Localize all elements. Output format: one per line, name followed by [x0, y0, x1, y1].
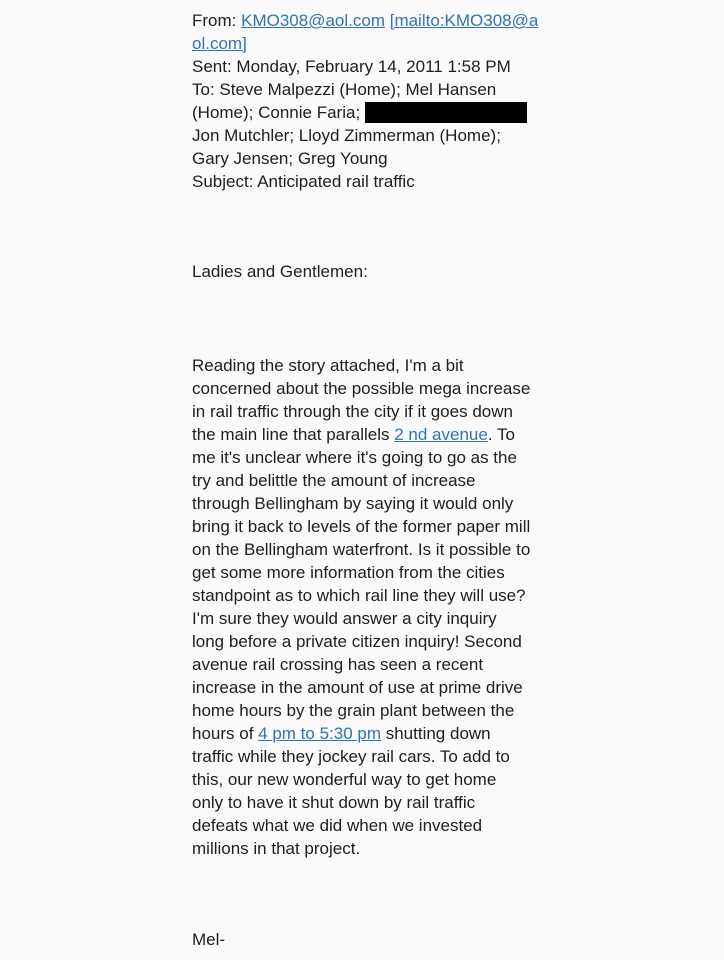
salutation: Ladies and Gentlemen:	[192, 262, 368, 281]
header-line	[192, 124, 552, 147]
body-line	[192, 354, 552, 377]
body-line	[192, 423, 552, 446]
text-run: increase in the amount of use at prime drive	[192, 678, 523, 697]
body-line	[192, 630, 552, 653]
header-line	[192, 170, 552, 193]
text-run: hours of	[192, 724, 259, 743]
header-line	[192, 32, 552, 55]
header-line	[192, 78, 552, 101]
body-line	[192, 745, 552, 768]
text-run: this, our new wonderful way to get home	[192, 770, 497, 789]
text-run: try and belittle the amount of increase	[192, 471, 476, 490]
redaction-bar	[365, 102, 527, 123]
time-range-link[interactable]: 4 pm to 5:30 pm	[258, 724, 381, 743]
text-run: long before a private citizen inquiry! Second	[192, 632, 522, 651]
text-run: To: Steve Malpezzi (Home); Mel Hansen	[192, 80, 497, 99]
text-run: concerned about the possible mega increase	[192, 379, 531, 398]
text-run: shutting down	[381, 724, 491, 743]
text-run: home hours by the grain plant between the	[192, 701, 515, 720]
text-run: I'm sure they would answer a city inquiry	[192, 609, 497, 628]
text-run: through Bellingham by saying it would only	[192, 494, 514, 513]
body-line	[192, 722, 552, 745]
text-run: get some more information from the cities	[192, 563, 505, 582]
text-run: Reading the story attached, I'm a bit	[192, 356, 464, 375]
body-line	[192, 584, 552, 607]
body-line	[192, 814, 552, 837]
body-line	[192, 653, 552, 676]
body-line	[192, 446, 552, 469]
second-avenue-link[interactable]: 2 nd avenue	[394, 425, 488, 444]
mailto-address-link-part1[interactable]: [mailto:KMO308@a	[389, 11, 539, 30]
body-line	[192, 400, 552, 423]
body-line	[192, 791, 552, 814]
body-line	[192, 837, 552, 860]
text-run: Sent: Monday, February 14, 2011 1:58 PM	[192, 57, 511, 76]
email-body	[192, 354, 552, 860]
signature: Mel-	[192, 930, 226, 949]
text-run: standpoint as to which rail line they will use?	[192, 586, 526, 605]
header-line	[192, 101, 552, 124]
text-run: . To	[487, 425, 515, 444]
body-line	[192, 377, 552, 400]
mailto-address-link-part2[interactable]: ol.com]	[192, 34, 247, 53]
text-run: Gary Jensen; Greg Young	[192, 149, 388, 168]
text-run: the main line that parallels	[192, 425, 395, 444]
text-run: millions in that project.	[192, 839, 361, 858]
header-line	[192, 147, 552, 170]
header-line	[192, 55, 552, 78]
text-run: traffic while they jockey rail cars. To add to	[192, 747, 510, 766]
from-address-link[interactable]: KMO308@aol.com	[241, 11, 385, 30]
body-line	[192, 768, 552, 791]
body-line	[192, 676, 552, 699]
text-run: avenue rail crossing has seen a recent	[192, 655, 484, 674]
text-run: (Home); Connie Faria;	[192, 103, 365, 122]
body-line	[192, 607, 552, 630]
text-run: Subject: Anticipated rail traffic	[192, 172, 415, 191]
text-run: in rail traffic through the city if it goes down	[192, 402, 513, 421]
email-header	[192, 9, 552, 193]
text-run: on the Bellingham waterfront. Is it possible to	[192, 540, 531, 559]
text-run: Jon Mutchler; Lloyd Zimmerman (Home);	[192, 126, 501, 145]
text-run: me it's unclear where it's going to go as the	[192, 448, 517, 467]
text-run: bring it back to levels of the former paper mill	[192, 517, 531, 536]
body-line	[192, 538, 552, 561]
text-run: only to have it shut down by rail traffic	[192, 793, 476, 812]
text-run: From:	[192, 11, 242, 30]
body-line	[192, 469, 552, 492]
body-line	[192, 699, 552, 722]
header-line	[192, 9, 552, 32]
text-run: defeats what we did when we invested	[192, 816, 483, 835]
body-line	[192, 515, 552, 538]
body-line	[192, 492, 552, 515]
body-line	[192, 561, 552, 584]
